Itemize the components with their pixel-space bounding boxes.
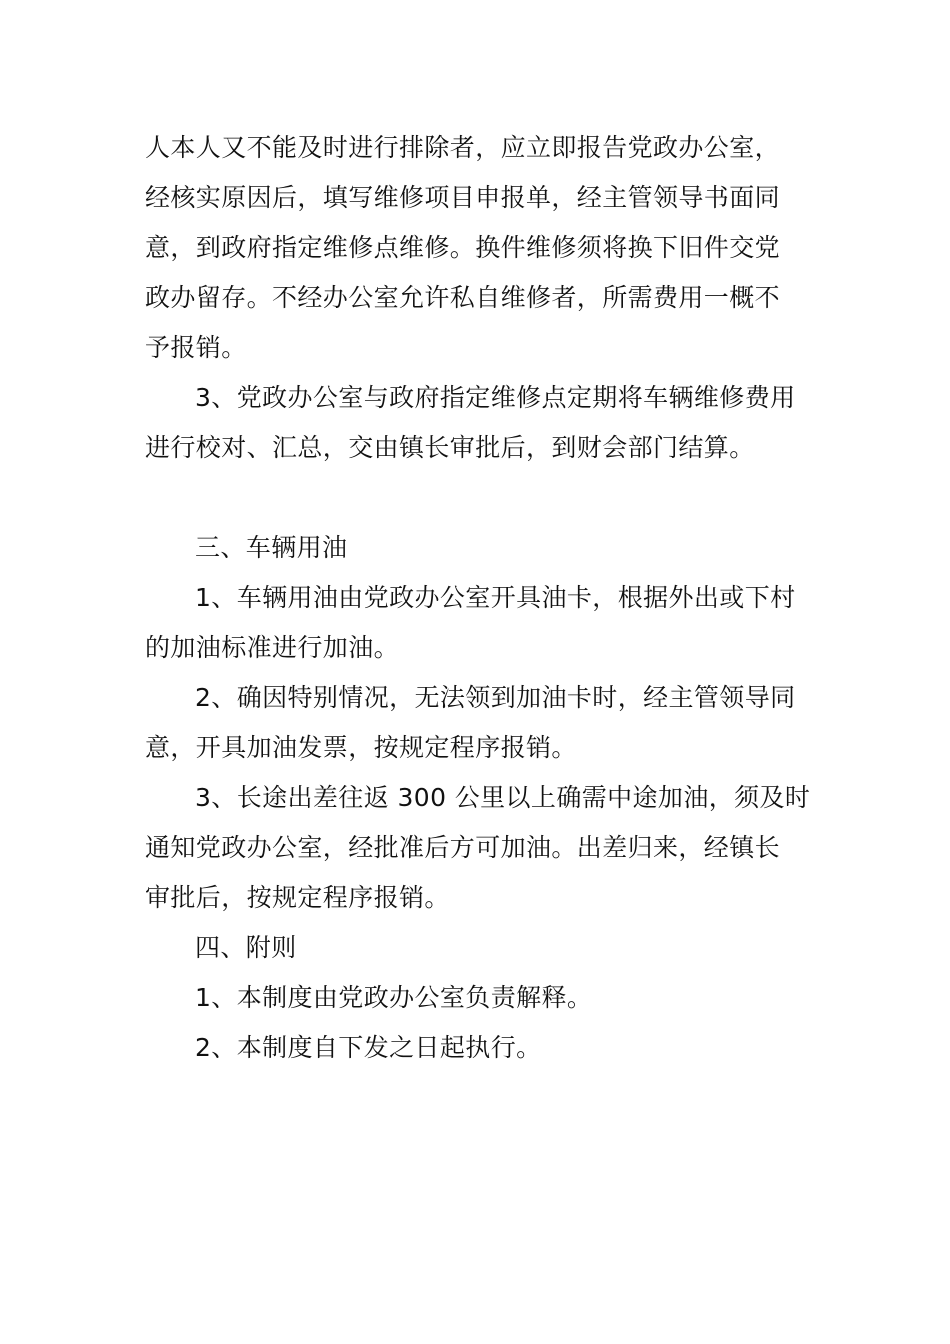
text-line: 经核实原因后，填写维修项目申报单，经主管领导书面同 bbox=[145, 183, 781, 212]
text-line: 政办留存。不经办公室允许私自维修者，所需费用一概不 bbox=[145, 283, 781, 312]
item-3-line: 3、党政办公室与政府指定维修点定期将车辆维修费用 bbox=[195, 383, 796, 412]
oil-item-2-line: 意，开具加油发票，按规定程序报销。 bbox=[145, 733, 577, 762]
oil-item-3-line: 3、长途出差往返 300 公里以上确需中途加油，须及时 bbox=[195, 783, 811, 812]
section-heading: 四、附则 bbox=[195, 933, 297, 962]
oil-item-2-line: 2、确因特别情况，无法领到加油卡时，经主管领导同 bbox=[195, 683, 796, 712]
oil-item-1-line: 1、车辆用油由党政办公室开具油卡，根据外出或下村 bbox=[195, 583, 796, 612]
oil-item-3-line: 通知党政办公室，经批准后方可加油。出差归来，经镇长 bbox=[145, 833, 781, 862]
rule-item-2: 2、本制度自下发之日起执行。 bbox=[195, 1033, 542, 1062]
oil-item-3-line: 审批后，按规定程序报销。 bbox=[145, 883, 450, 912]
text-line: 予报销。 bbox=[145, 333, 247, 362]
text-line: 人本人又不能及时进行排除者，应立即报告党政办公室， bbox=[145, 133, 781, 162]
rule-item-1: 1、本制度由党政办公室负责解释。 bbox=[195, 983, 593, 1012]
item-3-line: 进行校对、汇总，交由镇长审批后，到财会部门结算。 bbox=[145, 433, 755, 462]
oil-item-1-line: 的加油标准进行加油。 bbox=[145, 633, 400, 662]
text-line: 意，到政府指定维修点维修。换件维修须将换下旧件交党 bbox=[145, 233, 781, 262]
section-heading: 三、车辆用油 bbox=[195, 533, 348, 562]
